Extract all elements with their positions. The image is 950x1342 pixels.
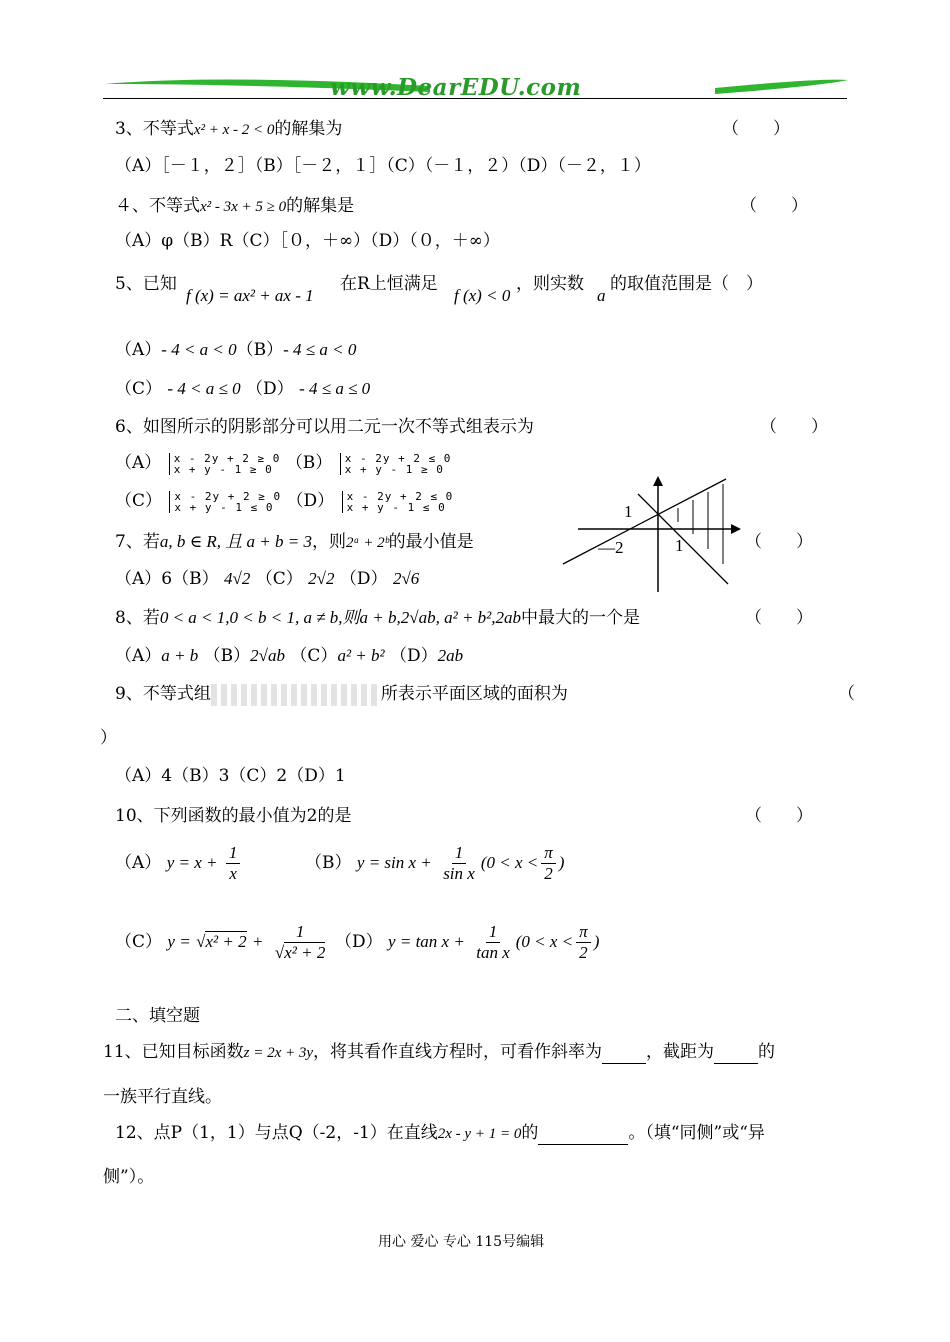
q6-opt-b-label: （B） xyxy=(285,453,333,473)
q9-paren-close: ） xyxy=(100,728,117,748)
q5-opt-c-label: （C） xyxy=(115,379,163,399)
q9-stem-b: 所表示平面区域的面积为 xyxy=(380,684,568,704)
q7-options xyxy=(115,568,419,590)
q7-expr2: 2ᵃ + 2ᵇ xyxy=(346,535,389,551)
q5-opt-b-label: （B） xyxy=(236,340,284,360)
q8-stem-b: 中最大的一个是 xyxy=(521,608,641,628)
q8-options xyxy=(115,645,463,667)
q4-stem-b: 的解集是 xyxy=(286,196,355,216)
q11-stem-b: ，将其看作直线方程时，可看作斜率为 xyxy=(313,1042,603,1062)
q10-opt-b-pi-frac: $\frac{\pi}{2}$ xyxy=(541,843,556,884)
line-x-2y-2 xyxy=(563,479,726,564)
q10-opt-a xyxy=(115,843,243,884)
q10-opt-c-sqrt: √x² + 2 xyxy=(196,932,247,951)
q4-stem-a: ４、不等式 xyxy=(115,196,200,216)
q10-opt-b-label: （B） xyxy=(305,853,352,873)
q5-stem-a: 5、已知 xyxy=(115,274,177,294)
header-rule xyxy=(103,98,847,99)
q8-opt-a-expr: a + b xyxy=(161,646,199,665)
q8-stem-a: 8、若 xyxy=(115,608,160,628)
q5-stem xyxy=(115,273,177,295)
q5-opt-d-expr: - 4 ≤ a ≤ 0 xyxy=(299,379,371,398)
q7-opt-d-label: （D） xyxy=(339,569,388,589)
q5-expr-f: f (x) = ax² + ax - 1 xyxy=(186,286,314,305)
q6-opt-a-system: x - 2y + 2 ≥ 0 x + y - 1 ≥ 0 xyxy=(169,453,281,475)
q9-stem-a: 9、不等式组 xyxy=(115,684,211,704)
logo-text: www.DearEDU.com xyxy=(330,74,582,101)
q10-opt-d-expr: y = tan x + xyxy=(388,932,465,951)
q10-opt-c-label: （C） xyxy=(115,932,163,952)
q11-slope-blank[interactable] xyxy=(602,1063,646,1064)
q5-opt-a-label: （A） xyxy=(115,340,162,360)
q8-opt-c-label: （C） xyxy=(290,646,338,666)
q6-stem: 6、如图所示的阴影部分可以用二元一次不等式组表示为 xyxy=(115,417,534,437)
q7-expr: a, b ∈ R, 且 a + b = 3 xyxy=(159,532,312,551)
q6-opt-b-system: x - 2y + 2 ≤ 0 x + y - 1 ≥ 0 xyxy=(340,453,452,475)
q8-answer-paren: （ ） xyxy=(745,608,813,628)
q7-stem xyxy=(115,531,474,554)
q6-opt-c-system: x - 2y + 2 ≥ 0 x + y - 1 ≤ 0 xyxy=(169,491,281,513)
q10-opt-b-cond: (0 < x < xyxy=(480,853,539,872)
q6-opt-c-label: （C） xyxy=(115,491,163,511)
q9-stem xyxy=(115,683,568,706)
q7-opt-c-label: （C） xyxy=(255,569,303,589)
q4-options: （A）φ（B）R（C）［０，＋∞）（D）（０，＋∞） xyxy=(115,231,500,251)
q10-opt-a-frac: $\frac{1}{x}$ xyxy=(226,843,241,884)
q5-stem-c: ，则实数 xyxy=(516,274,584,294)
q4-expr: x² - 3x + 5 ≥ 0 xyxy=(200,199,287,215)
q5-stem-d: 的取值范围是（ ） xyxy=(610,274,763,294)
q11-line2: 一族平行直线。 xyxy=(103,1087,222,1107)
q7-opt-b-expr: 4√2 xyxy=(224,569,251,588)
q7-opt-c-expr: 2√2 xyxy=(308,569,335,588)
q6-opt-ab xyxy=(115,452,451,475)
q5-opt-a-expr: - 4 < a < 0 xyxy=(161,340,237,359)
q8-opt-d-expr: 2ab xyxy=(437,646,464,665)
q5-opt-c xyxy=(115,378,370,400)
q11-stem-c: ，截距为 xyxy=(646,1042,715,1062)
q3-options: （A）［－１，２］（B）［－２，１］（C）（－１，２）（D）（－２，１） xyxy=(115,156,651,176)
y-axis-arrow xyxy=(653,476,663,486)
q3-stem-a: 3、不等式 xyxy=(115,119,194,139)
q8-opt-a-label: （A） xyxy=(115,646,162,666)
q3-stem xyxy=(115,118,342,141)
q9-options: （A）4（B）3（C）2（D）1 xyxy=(115,766,346,786)
q12-line2: 侧”）。 xyxy=(103,1167,155,1187)
graph-label-1x: 1 xyxy=(675,536,684,555)
q10-stem: 10、下列函数的最小值为2的是 xyxy=(115,806,352,826)
q7-opt-ab-label: （A）6（B） xyxy=(115,569,219,589)
q8-opt-b-expr: 2√ab xyxy=(250,646,286,665)
q3-answer-paren: （ ） xyxy=(722,119,790,139)
q12-stem-a: 12、点P（1，1）与点Q（-2，-1）在直线 xyxy=(115,1123,438,1143)
q6-opt-d-system: x - 2y + 2 ≤ 0 x + y - 1 ≤ 0 xyxy=(342,491,454,513)
section-title: 二、填空题 xyxy=(115,1006,200,1026)
q5-opt-d-label: （D） xyxy=(246,379,294,399)
q7-stem-b: ，则 xyxy=(312,532,346,552)
q5-expr-g: f (x) < 0 xyxy=(454,286,511,305)
q10-opt-a-expr: y = x + xyxy=(166,853,218,872)
q6-graph xyxy=(558,474,748,594)
q4-stem xyxy=(115,195,354,218)
q11-expr: z = 2x + 3y xyxy=(243,1045,314,1061)
q7-stem-a: 7、若 xyxy=(115,532,160,552)
graph-label-1y: 1 xyxy=(624,502,633,521)
q10-opt-b: （B） y = sin x + $\frac{1}{\text{sin x}}$ (0 < x < $\frac{\pi}{2}$ ) xyxy=(305,843,565,883)
q12-stem-c: 。（填“同侧”或“异 xyxy=(628,1123,765,1143)
q6-opt-d-label: （D） xyxy=(286,491,335,511)
q7-opt-d-expr: 2√6 xyxy=(392,569,420,588)
q7-answer-paren: （ ） xyxy=(745,532,813,552)
q11-line1 xyxy=(103,1041,775,1064)
q10-answer-paren: （ ） xyxy=(745,806,813,826)
q3-stem-b: 的解集为 xyxy=(274,119,343,139)
q11-intercept-blank[interactable] xyxy=(714,1063,758,1064)
q5-opt-b-expr: - 4 ≤ a < 0 xyxy=(283,340,357,359)
q8-expr: 0 < a < 1,0 < b < 1, a ≠ b,则a + b,2√ab, a² + b²,2ab xyxy=(159,608,522,627)
q10-opt-c-frac: $\frac{1}{\text{√x² + 2}}$ xyxy=(274,922,326,962)
q12-line1 xyxy=(115,1122,765,1145)
q5-opt-a xyxy=(115,339,356,361)
page-footer: 用心 爱心 专心 115号编辑 xyxy=(378,1234,545,1250)
graph-label-m2: —2 xyxy=(598,538,624,557)
q10-opt-d-frac: $\frac{1}{\text{tan x}}$ xyxy=(476,922,510,962)
q10-opt-b-expr: y = sin x + xyxy=(356,853,432,872)
q5-stem-b: 在R上恒满足 xyxy=(340,274,438,294)
q6-answer-paren: （ ） xyxy=(760,417,828,437)
q10-opt-a-label: （A） xyxy=(115,853,162,873)
q8-opt-c-expr: a² + b² xyxy=(337,646,385,665)
q10-opt-b-frac: $\frac{1}{\text{sin x}}$ xyxy=(443,843,475,883)
q3-expr: x² + x - 2 < 0 xyxy=(193,122,275,138)
q5-var: a xyxy=(597,286,606,305)
q10-opt-d: （D） y = tan x + $\frac{1}{\text{tan x}}$ (0 < x < $\frac{\pi}{2}$ ) xyxy=(335,922,600,962)
q7-stem-c: 的最小值是 xyxy=(388,532,474,552)
q5-opt-c-expr: - 4 < a ≤ 0 xyxy=(167,379,241,398)
q10-opt-d-pi-frac: $\frac{\pi}{2}$ xyxy=(576,922,591,963)
q10-opt-c: （C） y = √x² + 2 + $\frac{1}{\text{√x² + 2}}$ xyxy=(115,922,331,963)
q6-opt-cd xyxy=(115,490,453,513)
q8-opt-b-label: （B） xyxy=(203,646,251,666)
swoosh-right xyxy=(715,80,848,94)
q8-stem xyxy=(115,607,640,629)
q12-answer-blank[interactable] xyxy=(538,1144,628,1145)
q10-opt-d-cond: (0 < x < xyxy=(515,932,574,951)
q11-stem-a: 11、已知目标函数 xyxy=(103,1042,244,1062)
q11-stem-d: 的 xyxy=(758,1042,776,1062)
q8-opt-d-label: （D） xyxy=(390,646,438,666)
q9-paren-open: （ xyxy=(838,684,855,704)
q10-opt-d-label: （D） xyxy=(335,932,383,952)
q6-opt-a-label: （A） xyxy=(115,453,162,473)
q12-expr: 2x - y + 1 = 0 xyxy=(437,1126,522,1142)
q4-answer-paren: （ ） xyxy=(740,196,808,216)
x-axis-arrow xyxy=(731,524,741,534)
q10-opt-c-expr: y = xyxy=(167,932,191,951)
q9-faint-system xyxy=(211,684,381,706)
q12-stem-b: 的 xyxy=(521,1123,539,1143)
